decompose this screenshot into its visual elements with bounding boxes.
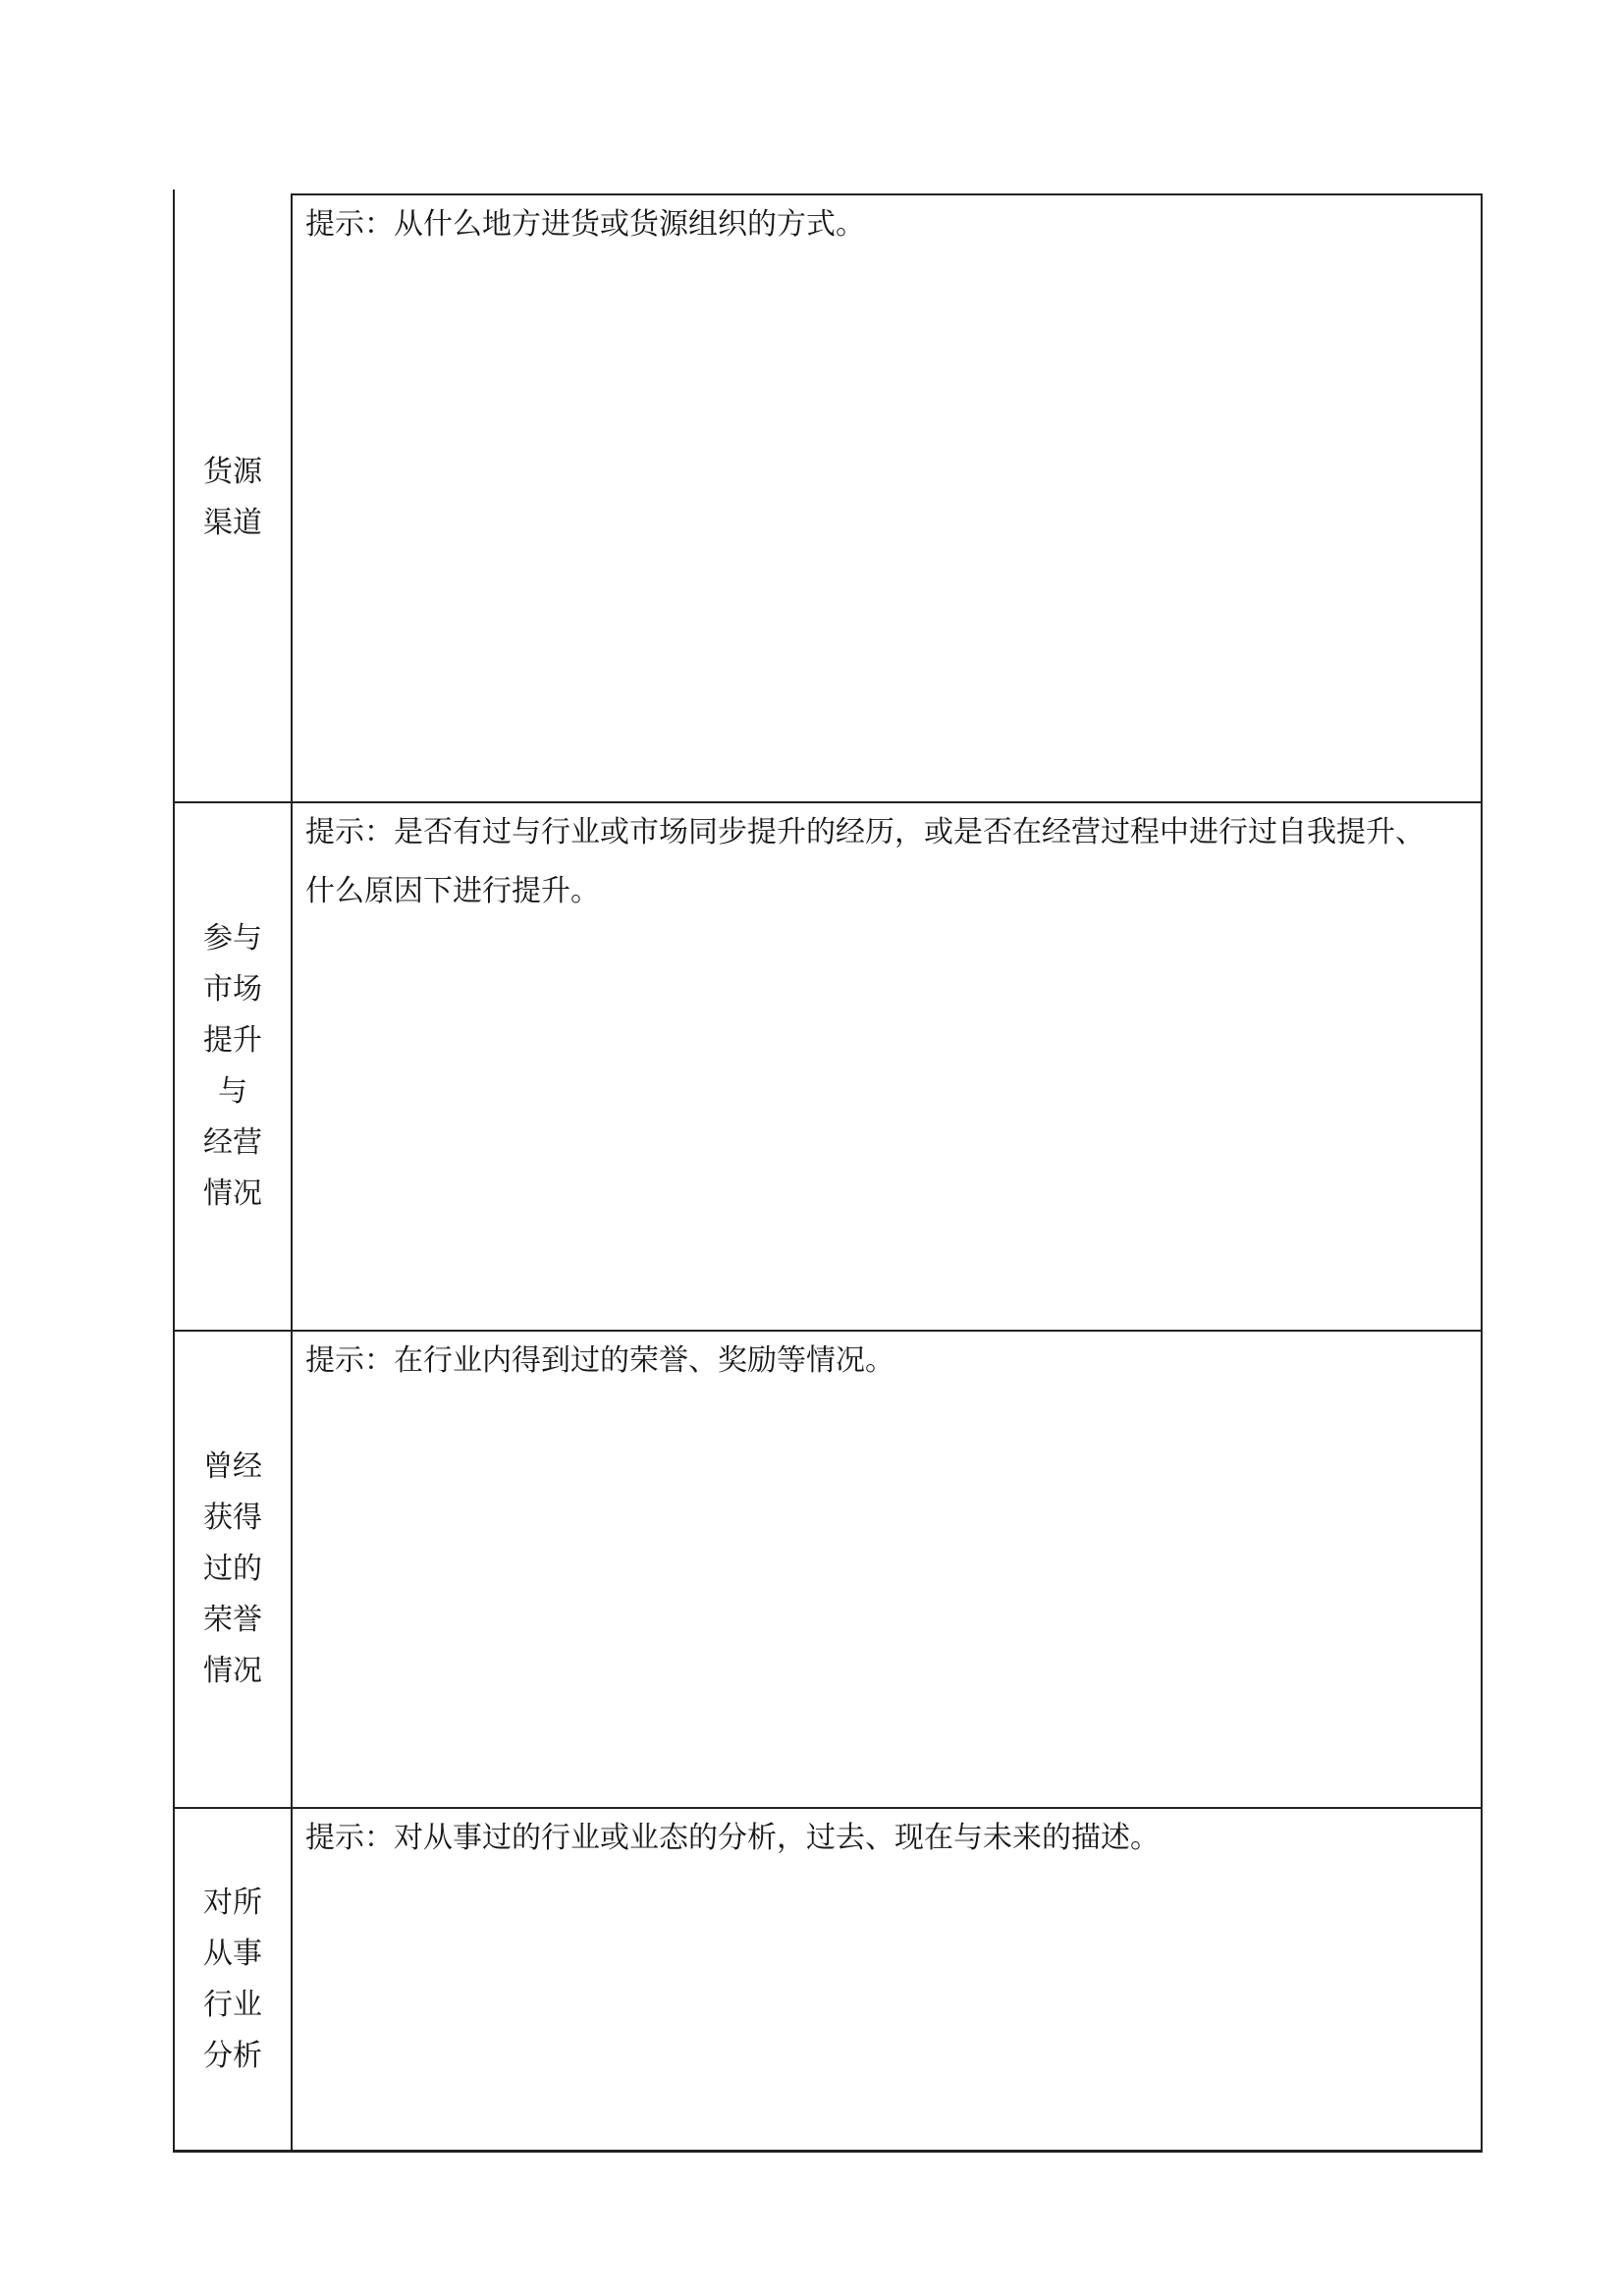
text-line: 情况: [203, 1655, 262, 1687]
text-line: 提示：在行业内得到过的荣誉、奖励等情况。: [305, 1344, 894, 1377]
row-label-supply-channel: [173, 193, 293, 803]
row-input-area-market-improvement[interactable]: [293, 803, 1483, 1332]
text-line: 参与: [203, 922, 262, 955]
text-line: 对所: [203, 1886, 262, 1919]
text-line: 什么原因下进行提升。: [305, 875, 600, 907]
text-line: 曾经: [203, 1450, 262, 1483]
text-line: 从事: [203, 1937, 262, 1970]
table-row-market-improvement: [173, 803, 1483, 1332]
text-line: 分析: [203, 2039, 262, 2072]
text-line: 市场: [203, 973, 262, 1006]
text-line: 获得: [203, 1502, 262, 1534]
text-line: 荣誉: [203, 1604, 262, 1636]
row-input-area-industry-analysis[interactable]: [293, 1809, 1483, 2153]
text-line: 行业: [203, 1988, 262, 2021]
form-table: [173, 193, 1483, 2153]
row-input-area-honors[interactable]: [293, 1332, 1483, 1809]
text-line: 提示：从什么地方进货或货源组织的方式。: [305, 208, 865, 241]
row-label-market-improvement: [173, 803, 293, 1332]
text-line: 与: [218, 1075, 247, 1108]
text-line: 经营: [203, 1126, 262, 1159]
text-line: 货源: [203, 455, 262, 488]
text-line: 过的: [203, 1553, 262, 1585]
table-row-industry-analysis: [173, 1809, 1483, 2153]
text-line: 提示：对从事过的行业或业态的分析，过去、现在与未来的描述。: [305, 1822, 1160, 1854]
text-line: 情况: [203, 1177, 262, 1210]
text-line: 渠道: [203, 506, 262, 539]
row-label-industry-analysis: [173, 1809, 293, 2153]
row-input-area-supply-channel[interactable]: [293, 193, 1483, 803]
text-line: 提升: [203, 1024, 262, 1057]
row-label-honors: [173, 1332, 293, 1809]
text-line: 提示：是否有过与行业或市场同步提升的经历，或是否在经营过程中进行过自我提升、: [305, 816, 1425, 848]
table-row-supply-channel: [173, 193, 1483, 803]
table-row-honors: [173, 1332, 1483, 1809]
